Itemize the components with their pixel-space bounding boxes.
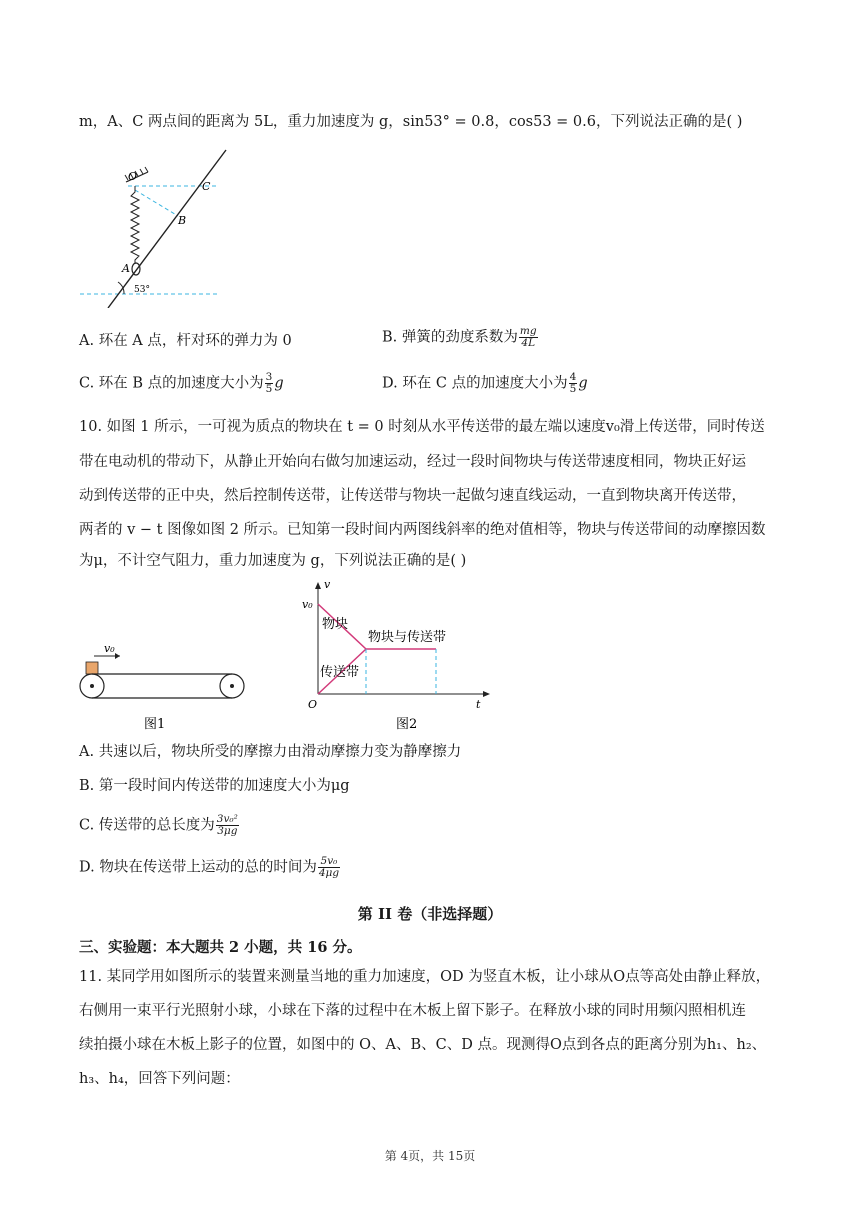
q9-option-a: A. 环在 A 点，杆对环的弹力为 0 [79,333,292,349]
label-A: A [122,262,130,275]
fig2-belt-label: 传送带 [320,665,360,680]
fig1-caption: 图1 [144,717,166,732]
q10-option-b: B. 第一段时间内传送带的加速度大小为μg [79,778,350,794]
q9-intro-line: m，A、C 两点间的距离为 5L，重力加速度为 g，sin53° = 0.8，cos53 = 0.6，下列说法正确的是( ) [79,114,743,130]
q9-option-c: C. 环在 B 点的加速度大小为 $\frac{3}{5}$ g [79,371,284,395]
q11-line-1: 11. 某同学用如图所示的装置来测量当地的重力加速度，OD 为竖直木板，让小球从O点等高处由静止释放， [79,969,771,985]
fraction: $\frac{mg}{4L}$ [519,325,537,349]
q11-line-3: 续拍摄小球在木板上影子的位置，如图中的 O、A、B、C、D 点。现测得O点到各点的距离分别为h₁、h₂、 [79,1037,767,1053]
q10-line-2: 带在电动机的带动下，从静止开始向右做匀加速运动，经过一段时间物块与传送带速度相同，物块正好运 [79,454,746,470]
q10-figure1-conveyor [76,636,256,736]
fig2-both-label: 物块与传送带 [368,630,447,645]
label-O: O [128,170,138,183]
section-title: 第 II 卷（非选择题） [357,905,503,923]
fig2-origin: O [308,698,318,711]
fig2-block-label: 物块 [322,617,349,632]
fraction: $\frac{3}{5}$ [265,371,273,395]
q10-line-3: 动到传送带的正中央，然后控制传送带，让传送带与物块一起做匀速直线运动，一直到物块离开传送带， [79,488,746,504]
label-B: B [178,214,187,227]
q11-line-2: 右侧用一束平行光照射小球，小球在下落的过程中在木板上留下影子。在释放小球的同时用频闪照相机连 [79,1003,746,1019]
fig2-t-axis: t [476,698,481,711]
q9-option-d: D. 环在 C 点的加速度大小为 $\frac{4}{5}$ g [382,371,588,395]
section-subtitle: 三、实验题：本大题共 2 小题，共 16 分。 [79,939,362,956]
fraction: $\frac{\text{3v₀²}}{3\mu g}$ [216,813,238,837]
q11-line-4: h₃、h₄，回答下列问题： [79,1071,240,1087]
fraction: $\frac{\text{5v₀}}{4\mu g}$ [318,855,340,879]
fig2-v0-label: v₀ [302,598,313,611]
label-angle: 53° [134,285,150,295]
q10-option-a: A. 共速以后，物块所受的摩擦力由滑动摩擦力变为静摩擦力 [79,744,462,760]
q10-line-1: 10. 如图 1 所示，一可视为质点的物块在 t = 0 时刻从水平传送带的最左端以速度v₀滑上传送带，同时传送 [79,419,765,435]
q9-option-b: B. 弹簧的劲度系数为 $\frac{mg}{4L}$ [382,325,537,349]
label-C: C [202,180,211,193]
fig1-v0-label: v₀ [104,642,115,655]
fig2-caption: 图2 [396,717,418,732]
q10-option-d: D. 物块在传送带上运动的总的时间为 $\frac{\text{5v₀}}{4\mu g}$ [79,855,340,879]
fraction: $\frac{4}{5}$ [569,371,577,395]
q9-figure-incline-spring [78,142,238,308]
q10-line-5: 为μ，不计空气阻力，重力加速度为 g，下列说法正确的是( ) [79,553,467,569]
fig2-v-axis: v [324,578,331,591]
q10-line-4: 两者的 v − t 图像如图 2 所示。已知第一段时间内两图线斜率的绝对值相等，物块与传送带间的动摩擦因数 [79,522,766,538]
page-footer: 第 4页，共 15页 [384,1149,476,1163]
q10-figure2-vt-graph [300,576,500,736]
q10-option-c: C. 传送带的总长度为 $\frac{\text{3v₀²}}{3\mu g}$ [79,813,238,837]
